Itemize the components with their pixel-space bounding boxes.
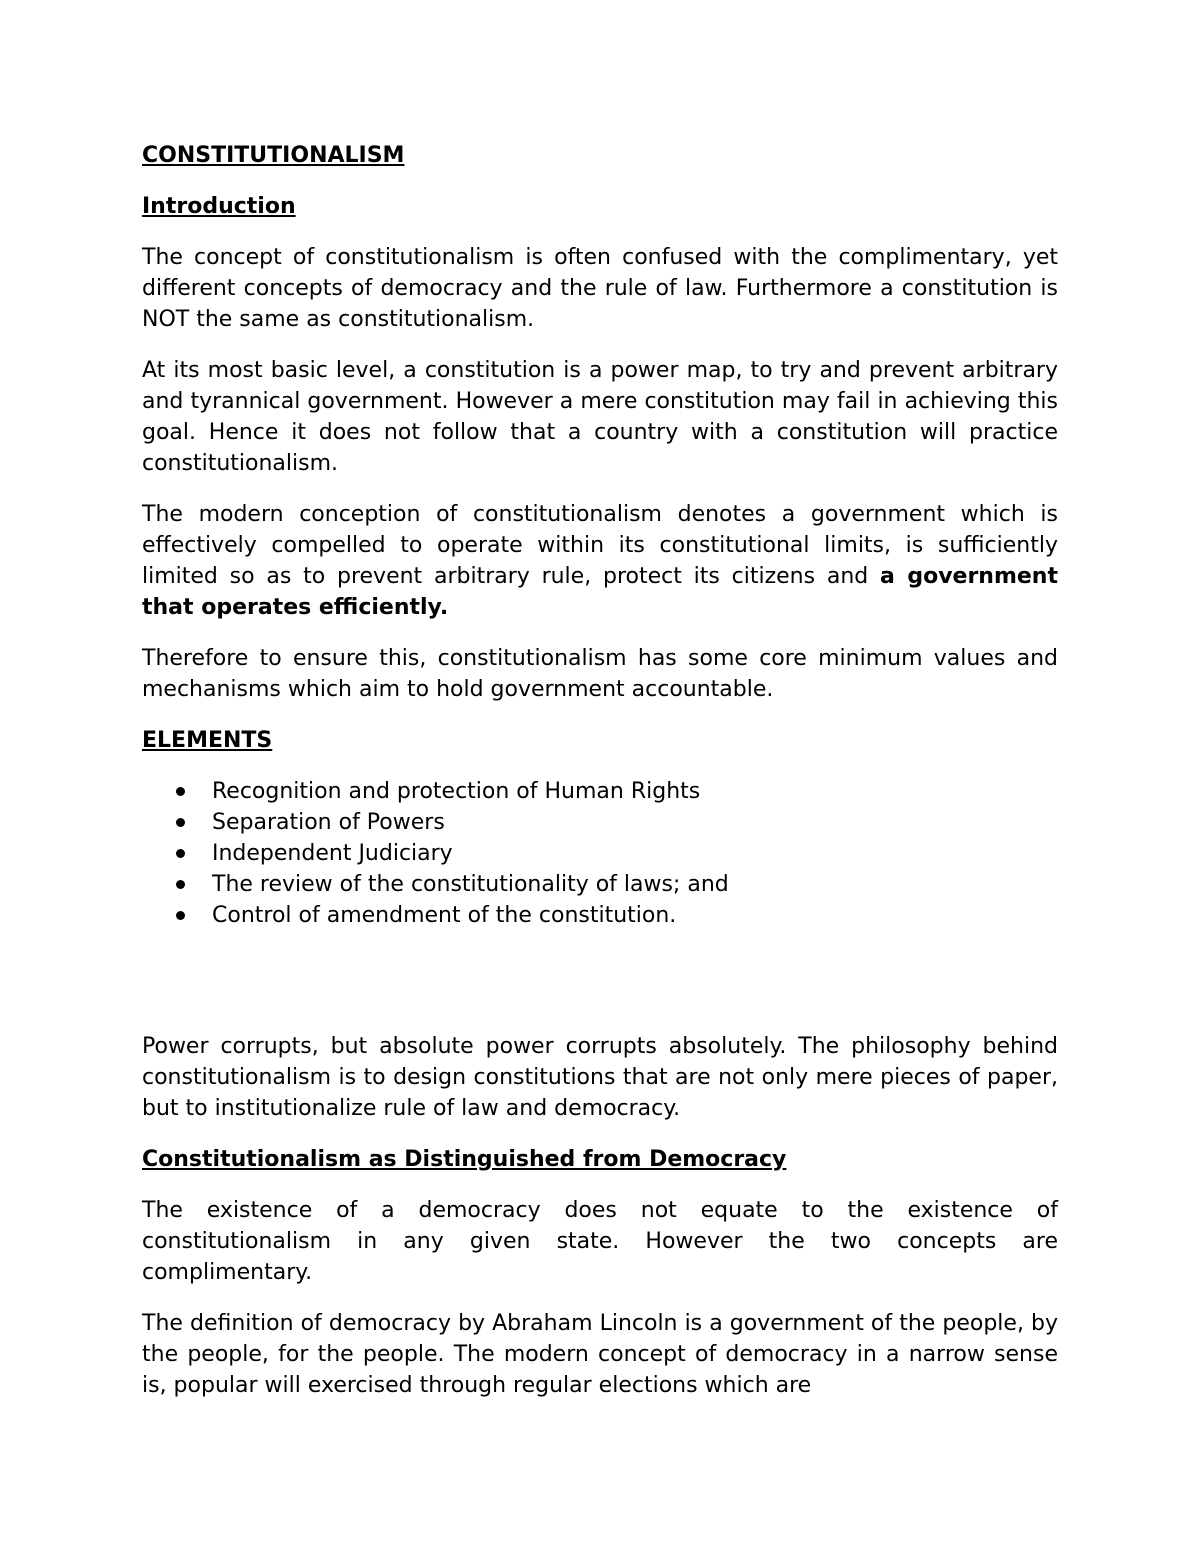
- list-item-text: Recognition and protection of Human Rights: [212, 779, 701, 804]
- list-item: [142, 838, 1058, 869]
- intro-paragraph-1: The concept of constitutionalism is often confused with the complimentary, yet different concepts of democracy and the rule of law. Furthermore a constitution is NOT the same as constitutionalism.: [142, 245, 1058, 332]
- list-item: [142, 776, 1058, 807]
- bullet-icon: [176, 818, 185, 827]
- list-item: [142, 807, 1058, 838]
- bullet-icon: [176, 849, 185, 858]
- bullet-icon: [176, 880, 185, 889]
- list-item-text: Control of amendment of the constitution.: [212, 903, 677, 928]
- list-item-text: The review of the constitutionality of laws; and: [212, 872, 729, 897]
- intro-paragraph-3-bold: a government that operates efficiently.: [142, 564, 1058, 620]
- intro-paragraph-3-text: The modern conception of constitutionalism denotes a government which is effectively compelled to operate within its constitutional limits, is sufficiently limited so as to prevent arbitrary rule, protect its citizens and: [142, 502, 1058, 589]
- bullet-icon: [176, 911, 185, 920]
- democracy-heading: Constitutionalism as Distinguished from Democracy: [142, 1147, 787, 1172]
- intro-paragraph-2: At its most basic level, a constitution is a power map, to try and prevent arbitrary and tyrannical government. However a mere constitution may fail in achieving this goal. Hence it does not follow that a country with a constitution will practice constitutionalism.: [142, 358, 1058, 476]
- list-item-text: Independent Judiciary: [212, 841, 453, 866]
- document-title: CONSTITUTIONALISM: [142, 143, 405, 168]
- democracy-paragraph-2: The definition of democracy by Abraham Lincoln is a government of the people, by the people, for the people. The modern concept of democracy in a narrow sense is, popular will exercised through regular elections which are: [142, 1311, 1058, 1398]
- elements-list: [142, 776, 1058, 931]
- list-item-text: Separation of Powers: [212, 810, 445, 835]
- bullet-icon: [176, 787, 185, 796]
- list-item: [142, 900, 1058, 931]
- document-page: [142, 140, 1058, 1421]
- elements-heading: ELEMENTS: [142, 728, 273, 753]
- list-item: [142, 869, 1058, 900]
- democracy-paragraph-1: The existence of a democracy does not equate to the existence of constitutionalism in any given state. However the two concepts are complimentary.: [142, 1198, 1058, 1285]
- intro-paragraph-4: Therefore to ensure this, constitutionalism has some core minimum values and mechanisms which aim to hold government accountable.: [142, 646, 1058, 702]
- introduction-heading: Introduction: [142, 194, 296, 219]
- intro-paragraph-3: [142, 499, 1058, 623]
- power-paragraph: Power corrupts, but absolute power corrupts absolutely. The philosophy behind constitutionalism is to design constitutions that are not only mere pieces of paper, but to institutionalize rule of law and democracy.: [142, 1034, 1058, 1121]
